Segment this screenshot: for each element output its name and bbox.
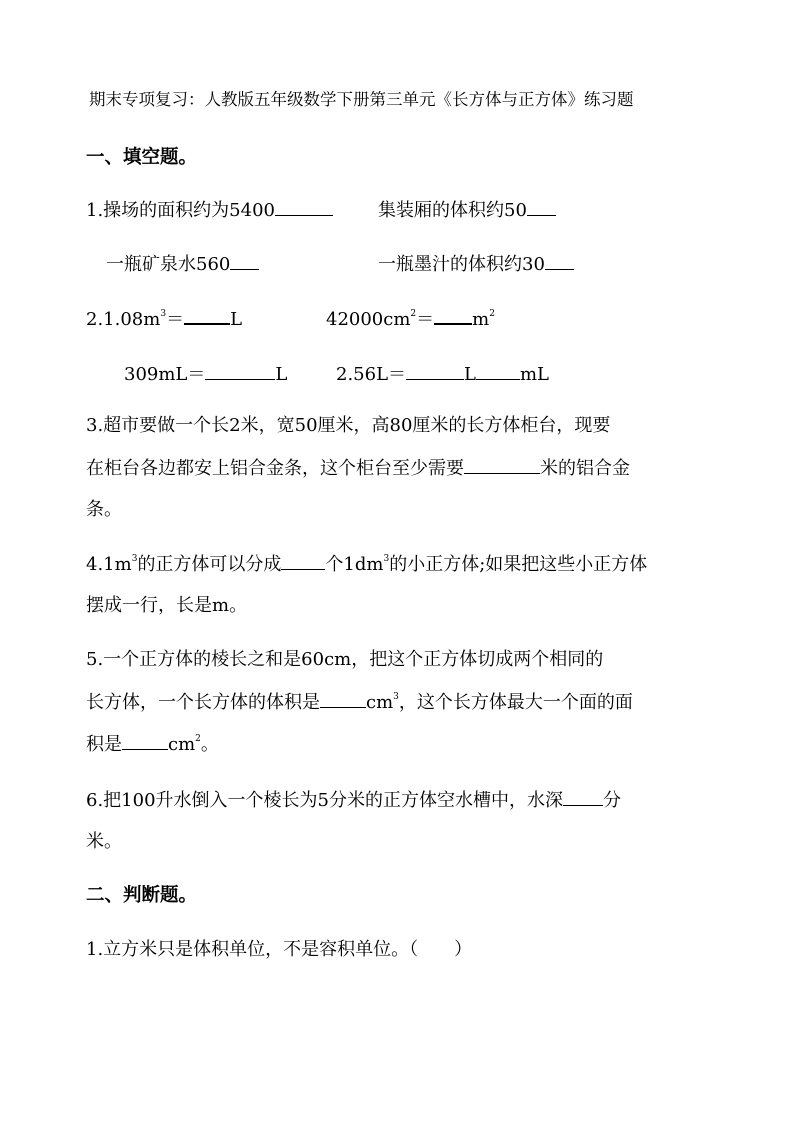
- equals-sign: ＝: [166, 309, 185, 330]
- question-1-line-1: [86, 198, 333, 223]
- section-heading-fill-in: 一、填空题。: [86, 147, 198, 168]
- section-heading-true-false: 二、判断题。: [86, 885, 198, 906]
- q4-text-d: 的小正方体;如果把这些小正方体: [389, 554, 648, 575]
- q5-text-post-2: 。: [200, 734, 219, 755]
- answer-blank[interactable]: [563, 788, 603, 806]
- q2-text-d: 2.56L＝: [336, 364, 407, 385]
- question-3-line-3: 条。: [86, 499, 122, 520]
- q6-text-post: 分: [602, 790, 621, 811]
- page-title: 期末专项复习：人教版五年级数学下册第三单元《长方体与正方体》练习题: [89, 90, 634, 109]
- question-1-line-2b: [378, 252, 574, 277]
- q1-text-a: 1.操场的面积约为5400: [86, 200, 275, 221]
- q4-text-a: 4.1m: [86, 554, 132, 575]
- q2-text-b: 42000cm: [326, 309, 411, 330]
- q5-text-post: ，这个长方体最大一个面的面: [398, 692, 633, 713]
- superscript: 2: [410, 309, 417, 319]
- question-3-line-1: 3.超市要做一个长2米，宽50厘米，高80厘米的长方体柜台，现要: [86, 415, 611, 436]
- question-5-line-1: 5.一个正方体的棱长之和是60cm，把这个正方体切成两个相同的: [86, 649, 604, 670]
- unit-label: cm: [366, 692, 394, 713]
- question-4-line-2: 摆成一行，长是m。: [86, 595, 248, 616]
- q6-text-pre: 6.把100升水倒入一个棱长为5分米的正方体空水槽中，水深: [86, 790, 563, 811]
- superscript: 2: [489, 309, 495, 319]
- question-2-line-1b: [326, 306, 495, 332]
- question-1-line-2: [106, 252, 259, 277]
- answer-blank[interactable]: [464, 456, 540, 474]
- q4-text-c: 个1dm: [325, 554, 384, 575]
- superscript: 3: [383, 554, 390, 564]
- q5-text-pre: 长方体，一个长方体的体积是: [86, 692, 320, 713]
- question-1-line-1b: [378, 198, 556, 223]
- question-5-line-2: [86, 690, 633, 715]
- equals-sign: ＝: [416, 309, 435, 330]
- question-6-line-2: 米。: [86, 831, 122, 852]
- question-2-line-2: [124, 362, 287, 387]
- q3-text-pre: 在柜台各边都安上铝合金条，这个柜台至少需要: [86, 458, 464, 479]
- question-5-line-3: [86, 732, 219, 757]
- answer-blank[interactable]: [545, 252, 574, 270]
- answer-blank[interactable]: [275, 198, 333, 216]
- answer-blank[interactable]: [527, 198, 556, 216]
- q5-text-pre-2: 积是: [86, 734, 122, 755]
- question-4-line-1: [86, 552, 647, 577]
- superscript: 3: [131, 554, 138, 564]
- unit-label: m: [472, 309, 490, 330]
- answer-blank[interactable]: [434, 306, 472, 325]
- q2-text-a: 2.1.08m: [86, 309, 161, 330]
- answer-blank[interactable]: [184, 306, 230, 325]
- answer-blank[interactable]: [476, 362, 520, 380]
- unit-label: mL: [519, 364, 550, 385]
- answer-blank[interactable]: [281, 552, 325, 570]
- answer-blank[interactable]: [320, 690, 366, 708]
- q2-text-c: 309mL＝: [124, 364, 206, 385]
- judgement-question-1: 1.立方米只是体积单位，不是容积单位。（ ）: [86, 939, 473, 960]
- answer-blank[interactable]: [230, 252, 259, 270]
- superscript: 3: [160, 309, 167, 319]
- q1-text-d: 一瓶墨汁的体积约30: [378, 254, 545, 275]
- unit-label: L: [464, 364, 476, 385]
- question-6-line-1: [86, 788, 621, 813]
- q1-text-c: 一瓶矿泉水560: [106, 254, 231, 275]
- question-2-line-2b: [336, 362, 549, 387]
- answer-blank[interactable]: [205, 362, 275, 380]
- unit-label: L: [275, 364, 288, 385]
- question-3-line-2: [86, 456, 630, 481]
- q4-text-b: 的正方体可以分成: [137, 554, 282, 575]
- superscript: 3: [393, 692, 399, 702]
- unit-label: cm: [168, 734, 196, 755]
- unit-label: L: [230, 309, 243, 330]
- question-2-line-1: [86, 306, 242, 332]
- superscript: 2: [195, 734, 201, 744]
- answer-blank[interactable]: [122, 732, 168, 750]
- q3-text-post: 米的铝合金: [540, 458, 630, 479]
- q1-text-b: 集装厢的体积约50: [378, 200, 527, 221]
- answer-blank[interactable]: [406, 362, 464, 380]
